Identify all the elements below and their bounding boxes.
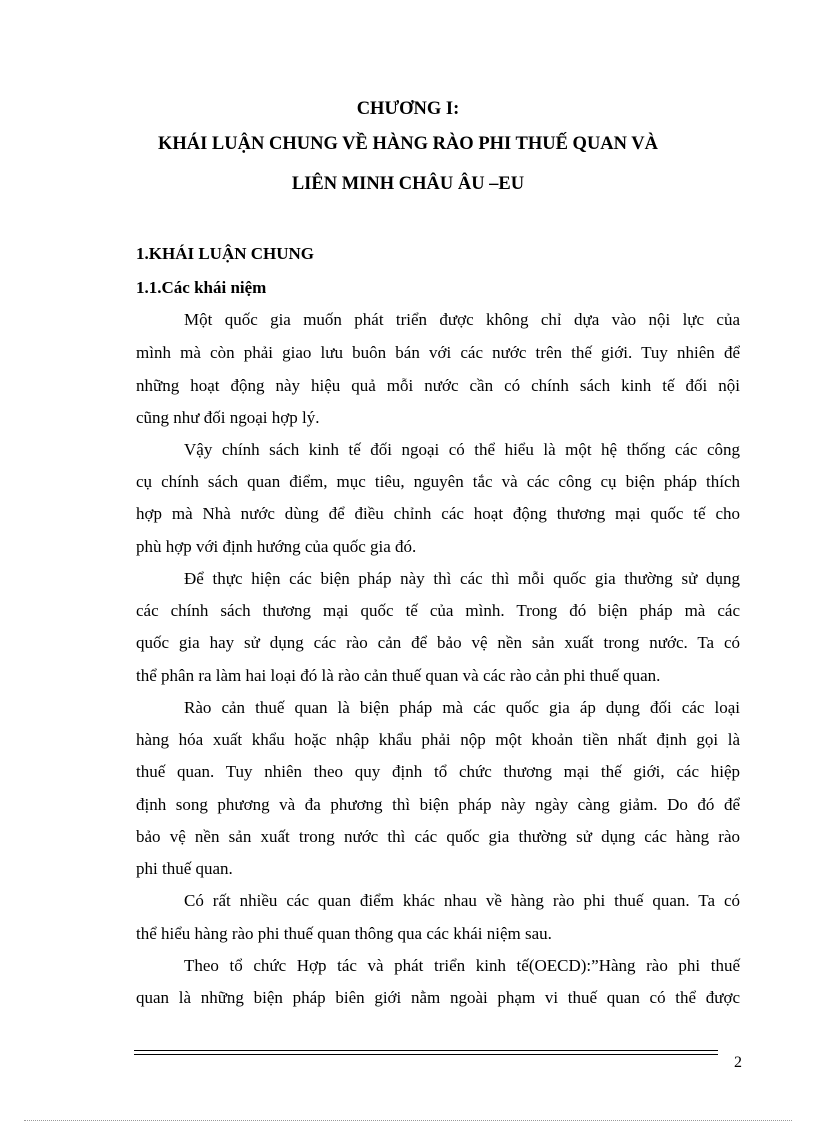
paragraph-3-line-1: Để thực hiện các biện pháp này thì các thì mỗi quốc gia thường sử dụng — [184, 569, 740, 588]
paragraph-1-line-1: Một quốc gia muốn phát triển được không chỉ dựa vào nội lực của — [184, 310, 740, 329]
paragraph-2-line-3: hợp mà Nhà nước dùng để điều chỉnh các hoạt động thương mại quốc tế cho — [136, 504, 740, 523]
paragraph-2-line-4: phù hợp với định hướng của quốc gia đó. — [136, 537, 417, 556]
paragraph-1-line-4: cũng như đối ngoại hợp lý. — [136, 408, 320, 427]
paragraph-6-line-2: quan là những biện pháp biên giới nằm ngoài phạm vi thuế quan có thể được — [136, 988, 740, 1007]
paragraph-3-line-3: quốc gia hay sử dụng các rào cản để bảo vệ nền sản xuất trong nước. Ta có — [136, 633, 740, 652]
paragraph-5-line-2: thể hiểu hàng rào phi thuế quan thông qua các khái niệm sau. — [136, 924, 552, 943]
page-boundary-dots — [24, 1120, 792, 1121]
paragraph-2-line-2: cụ chính sách quan điểm, mục tiêu, nguyên tắc và các công cụ biện pháp thích — [136, 472, 740, 491]
chapter-title-line-1: KHÁI LUẬN CHUNG VỀ HÀNG RÀO PHI THUẾ QUAN VÀ — [157, 134, 659, 154]
paragraph-4-line-6: phi thuế quan. — [136, 859, 233, 878]
paragraph-1-line-2: mình mà còn phải giao lưu buôn bán với các nước trên thế giới. Tuy nhiên để — [136, 343, 740, 362]
paragraph-6-line-1: Theo tổ chức Hợp tác và phát triển kinh tế(OECD):”Hàng rào phi thuế — [184, 956, 740, 975]
paragraph-5-line-1: Có rất nhiều các quan điểm khác nhau về hàng rào phi thuế quan. Ta có — [184, 891, 740, 910]
paragraph-4-line-4: định song phương và đa phương thì biện pháp này ngày càng giảm. Do đó để — [136, 795, 740, 814]
page-number: 2 — [734, 1054, 742, 1071]
paragraph-4-line-5: bảo vệ nền sản xuất trong nước thì các quốc gia thường sử dụng các hàng rào — [136, 827, 740, 846]
chapter-title-line-2: LIÊN MINH CHÂU ÂU –EU — [291, 174, 525, 194]
paragraph-3-line-4: thể phân ra làm hai loại đó là rào cản thuế quan và các rào cản phi thuế quan. — [136, 666, 661, 685]
footer-rule-top — [134, 1050, 718, 1051]
paragraph-3-line-2: các chính sách thương mại quốc tế của mình. Trong đó biện pháp mà các — [136, 601, 740, 620]
paragraph-4-line-1: Rào cản thuế quan là biện pháp mà các quốc gia áp dụng đối các loại — [184, 698, 740, 717]
section-heading: 1.KHÁI LUẬN CHUNG — [136, 244, 315, 263]
chapter-label: CHƯƠNG I: — [356, 99, 460, 119]
paragraph-2-line-1: Vậy chính sách kinh tế đối ngoại có thể hiểu là một hệ thống các công — [184, 440, 740, 459]
paragraph-1-line-3: những hoạt động này hiệu quả mỗi nước cần có chính sách kinh tế đối nội — [136, 376, 740, 395]
footer-rule-bottom — [134, 1054, 718, 1055]
paragraph-4-line-2: hàng hóa xuất khẩu hoặc nhập khẩu phải nộp một khoản tiền nhất định gọi là — [136, 730, 740, 749]
paragraph-4-line-3: thuế quan. Tuy nhiên theo quy định tổ chức thương mại thế giới, các hiệp — [136, 762, 740, 781]
subsection-heading: 1.1.Các khái niệm — [136, 278, 267, 297]
